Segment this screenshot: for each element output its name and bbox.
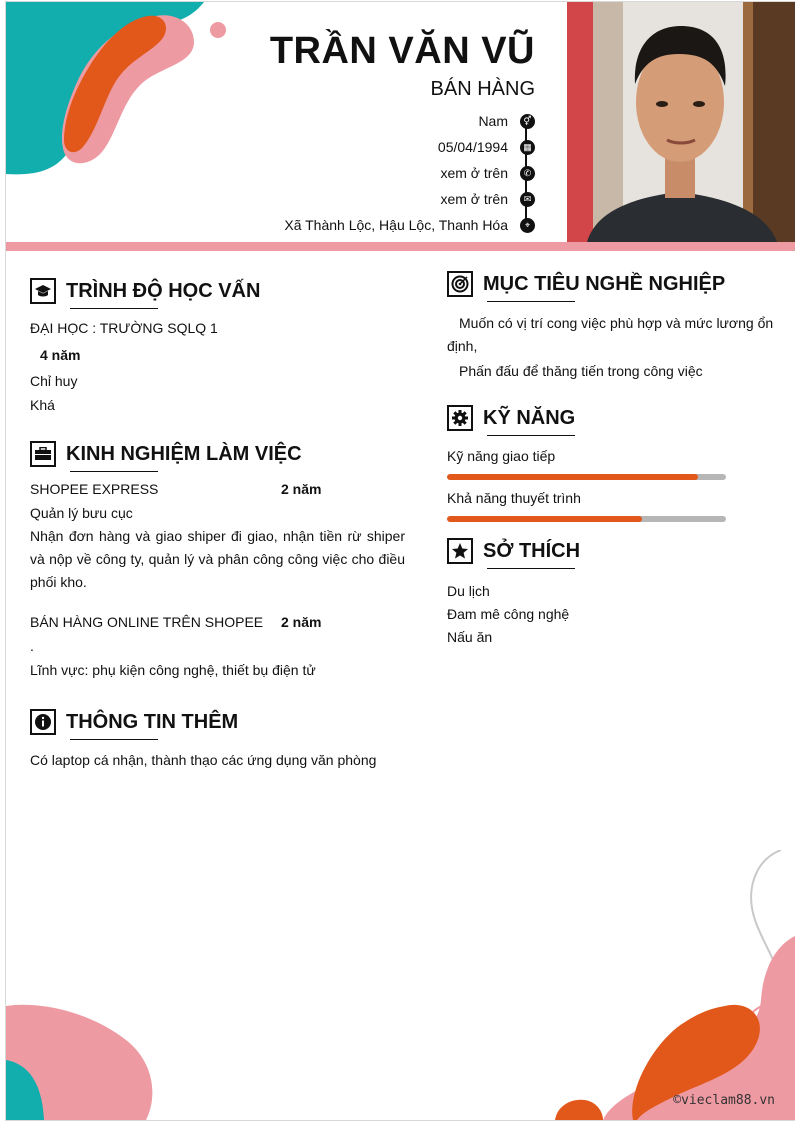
header-divider-band — [6, 242, 795, 251]
location-icon: ⌖ — [520, 218, 535, 233]
target-icon — [447, 271, 473, 297]
decor-blobs-bottom-left — [6, 1000, 166, 1120]
address-text: Xã Thành Lộc, Hậu Lộc, Thanh Hóa — [284, 217, 508, 233]
email-icon: ✉ — [520, 192, 535, 207]
education-school: ĐẠI HỌC : TRƯỜNG SQLQ 1 — [30, 320, 218, 336]
section-underline — [70, 471, 158, 472]
section-underline — [70, 308, 158, 309]
job-entry — [30, 478, 405, 594]
briefcase-icon — [30, 441, 56, 467]
contact-email — [215, 186, 535, 212]
objective-line-1: Muốn có vị trí cong việc phù hợp và mức lương ổn định, — [447, 315, 774, 354]
hobbies-section — [447, 538, 777, 649]
job-duration: 2 năm — [281, 614, 322, 630]
skill-bar — [447, 474, 726, 480]
job-company: SHOPEE EXPRESS — [30, 481, 159, 497]
skill-item — [447, 488, 777, 522]
contact-address — [215, 212, 535, 238]
objective-line-2: Phấn đấu để thăng tiến trong công việc — [459, 363, 703, 379]
education-grade: Khá — [30, 397, 55, 413]
job-position: . — [30, 638, 34, 654]
cv-page — [5, 1, 795, 1121]
education-major: Chỉ huy — [30, 373, 78, 389]
decor-blobs-bottom-right — [555, 850, 795, 1120]
skill-bar-fill — [447, 516, 642, 522]
job-duration: 2 năm — [281, 481, 322, 497]
info-icon — [30, 709, 56, 735]
graduation-cap-icon — [30, 278, 56, 304]
left-column — [30, 278, 405, 772]
education-title: TRÌNH ĐỘ HỌC VẤN — [66, 279, 261, 302]
skills-title: KỸ NĂNG — [483, 406, 576, 429]
additional-info-section — [30, 709, 405, 772]
section-underline — [487, 568, 575, 569]
calendar-icon: ▦ — [520, 140, 535, 155]
job-position: Quản lý bưu cục — [30, 505, 133, 521]
contact-phone — [215, 160, 535, 186]
decor-blobs-top-left — [6, 2, 246, 182]
gear-icon — [447, 405, 473, 431]
skill-item — [447, 446, 777, 480]
phone-text: xem ở trên — [440, 165, 508, 181]
skill-label: Kỹ năng giao tiếp — [447, 448, 556, 464]
gender-icon: ⚥ — [520, 114, 535, 129]
section-underline — [70, 739, 158, 740]
hobby-item: Du lịch — [447, 583, 490, 599]
hobbies-title: SỞ THÍCH — [483, 539, 581, 562]
section-underline — [487, 301, 575, 302]
section-underline — [487, 435, 575, 436]
phone-icon: ✆ — [520, 166, 535, 181]
candidate-name: TRẦN VĂN VŨ — [269, 30, 535, 72]
objective-title: MỤC TIÊU NGHỀ NGHIỆP — [483, 272, 726, 295]
hobby-item: Đam mê công nghệ — [447, 606, 570, 622]
skill-bar-fill — [447, 474, 698, 480]
contact-birthday — [215, 134, 535, 160]
right-column — [447, 271, 777, 649]
hobby-item: Nấu ăn — [447, 629, 493, 645]
education-section — [30, 278, 405, 417]
experience-section — [30, 441, 405, 682]
job-description: Lĩnh vực: phụ kiện công nghệ, thiết bụ điện tử — [30, 662, 316, 678]
job-description: Nhận đơn hàng và giao shiper đi giao, nhận tiền rừ shiper và nộp về công ty, quản lý và phân công công việc cho điều phối kho. — [30, 528, 405, 590]
skill-bar — [447, 516, 726, 522]
profile-photo — [567, 2, 795, 242]
watermark: ©vieclam88.vn — [673, 1093, 775, 1108]
star-icon — [447, 538, 473, 564]
email-text: xem ở trên — [440, 191, 508, 207]
job-company: BÁN HÀNG ONLINE TRÊN SHOPEE — [30, 614, 264, 630]
objective-section — [447, 271, 777, 383]
gender-text: Nam — [478, 113, 508, 129]
contact-list — [215, 108, 535, 238]
experience-title: KINH NGHIỆM LÀM VIỆC — [66, 442, 302, 465]
job-entry — [30, 611, 405, 682]
skill-label: Khả năng thuyết trình — [447, 490, 581, 506]
education-duration: 4 năm — [40, 347, 81, 363]
contact-gender — [215, 108, 535, 134]
additional-info-text: Có laptop cá nhận, thành thạo các ứng dụng văn phòng — [30, 752, 377, 768]
job-title: BÁN HÀNG — [430, 78, 535, 100]
additional-info-title: THÔNG TIN THÊM — [66, 710, 239, 733]
skills-section — [447, 405, 777, 522]
birthday-text: 05/04/1994 — [437, 139, 508, 155]
